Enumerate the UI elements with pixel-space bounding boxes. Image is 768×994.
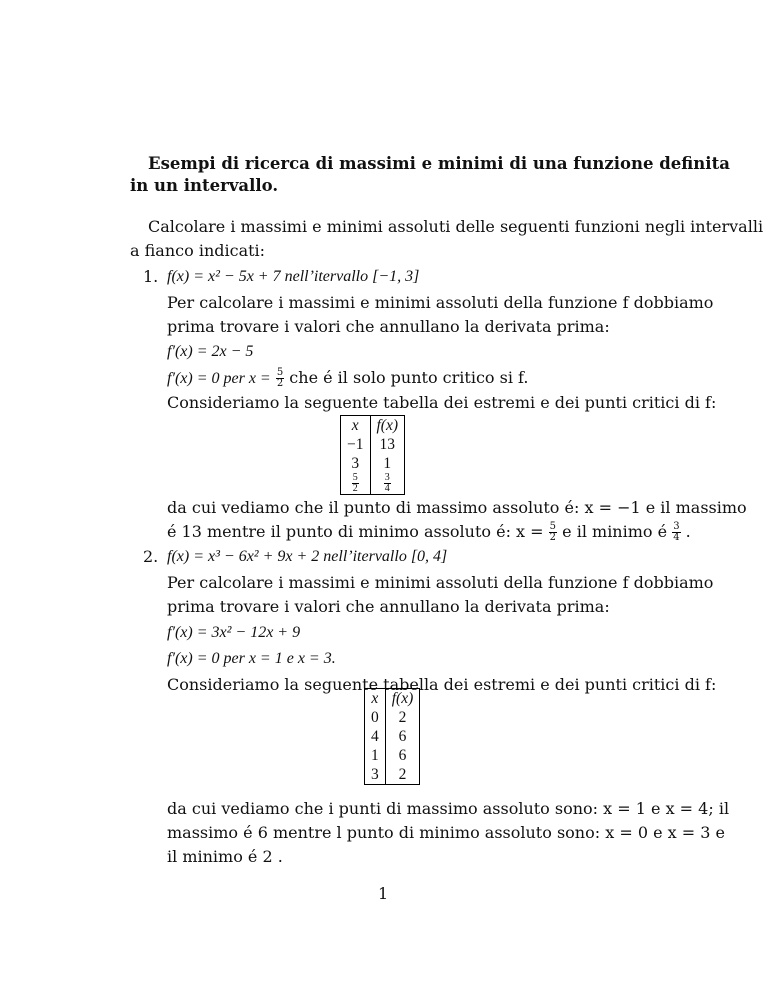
page-number: 1 (378, 884, 389, 903)
ex1-conclusion-line1: da cui vediamo che il punto di massimo assoluto é: x = −1 e il massimo (167, 498, 747, 517)
table-cell: 1 (365, 746, 386, 765)
table-cell: 6 (385, 727, 420, 746)
ex1-number: 1. (143, 267, 159, 286)
table-cell: 2 (385, 708, 420, 727)
table-cell: −1 (341, 435, 371, 454)
table-cell: 0 (365, 708, 386, 727)
ex1-header-fx: f(x) (370, 416, 405, 436)
ex2-method-line2: prima trovare i valori che annullano la derivata prima: (167, 597, 610, 616)
table-cell: $\frac{5}{2}$ (341, 473, 371, 495)
ex1-table-intro: Consideriamo la seguente tabella dei estremi e dei punti critici di f: (167, 393, 717, 412)
ex2-header-fx: f(x) (385, 689, 420, 709)
ex1-zero-prefix: f′(x) = 0 per x = (167, 370, 271, 387)
ex1-zero-line (167, 366, 528, 391)
table-cell: 3 (365, 765, 386, 785)
table-cell: 2 (385, 765, 420, 785)
ex2-statement: f(x) = x³ − 6x² + 9x + 2 nell’itervallo [0, 4] (167, 548, 448, 565)
table-cell: 4 (365, 727, 386, 746)
ex1-method-line1: Per calcolare i massimi e minimi assoluti della funzione f dobbiamo (167, 293, 714, 312)
table-cell: 13 (370, 435, 405, 454)
ex2-zeros: f′(x) = 0 per x = 1 e x = 3. (167, 650, 336, 667)
table-cell: $\frac{3}{4}$ (370, 473, 405, 495)
ex1-derivative: f′(x) = 2x − 5 (167, 343, 254, 360)
intro-line2: a fianco indicati: (130, 241, 266, 260)
ex2-conclusion-line3: il minimo é 2 . (167, 847, 283, 866)
ex2-conclusion-line2: massimo é 6 mentre l punto di minimo assoluto sono: x = 0 e x = 3 e (167, 823, 725, 842)
heading-line1: Esempi di ricerca di massimi e minimi di una funzione definita (148, 154, 730, 173)
ex2-conclusion-line1: da cui vediamo che i punti di massimo assoluto sono: x = 1 e x = 4; il (167, 799, 730, 818)
heading-line2: in un intervallo. (130, 176, 279, 195)
table-cell: 3 (341, 454, 371, 473)
ex2-table-intro: Consideriamo la seguente tabella dei estremi e dei punti critici di f: (167, 675, 717, 694)
ex1-values-table (340, 415, 405, 495)
ex2-number: 2. (143, 547, 159, 566)
ex1-statement: f(x) = x² − 5x + 7 nell’itervallo [−1, 3] (167, 268, 420, 285)
ex2-derivative: f′(x) = 3x² − 12x + 9 (167, 624, 301, 641)
ex2-header-x: x (365, 689, 386, 709)
ex1-zero-fraction: $\frac{5}{2}$ (276, 367, 284, 389)
ex1-method-line2: prima trovare i valori che annullano la derivata prima: (167, 317, 610, 336)
table-cell: 1 (370, 454, 405, 473)
ex1-zero-suffix: che é il solo punto critico si f. (289, 368, 529, 387)
ex1-header-x: x (341, 416, 371, 436)
ex2-values-table (364, 688, 420, 785)
table-cell: 6 (385, 746, 420, 765)
ex1-conclusion-line2: é 13 mentre il punto di minimo assoluto é: x = $\frac{5}{2}$ e il minimo é $\frac{3}{4}$ . (167, 521, 691, 543)
intro-line1: Calcolare i massimi e minimi assoluti delle seguenti funzioni negli intervalli (148, 217, 764, 236)
ex2-method-line1: Per calcolare i massimi e minimi assoluti della funzione f dobbiamo (167, 573, 714, 592)
